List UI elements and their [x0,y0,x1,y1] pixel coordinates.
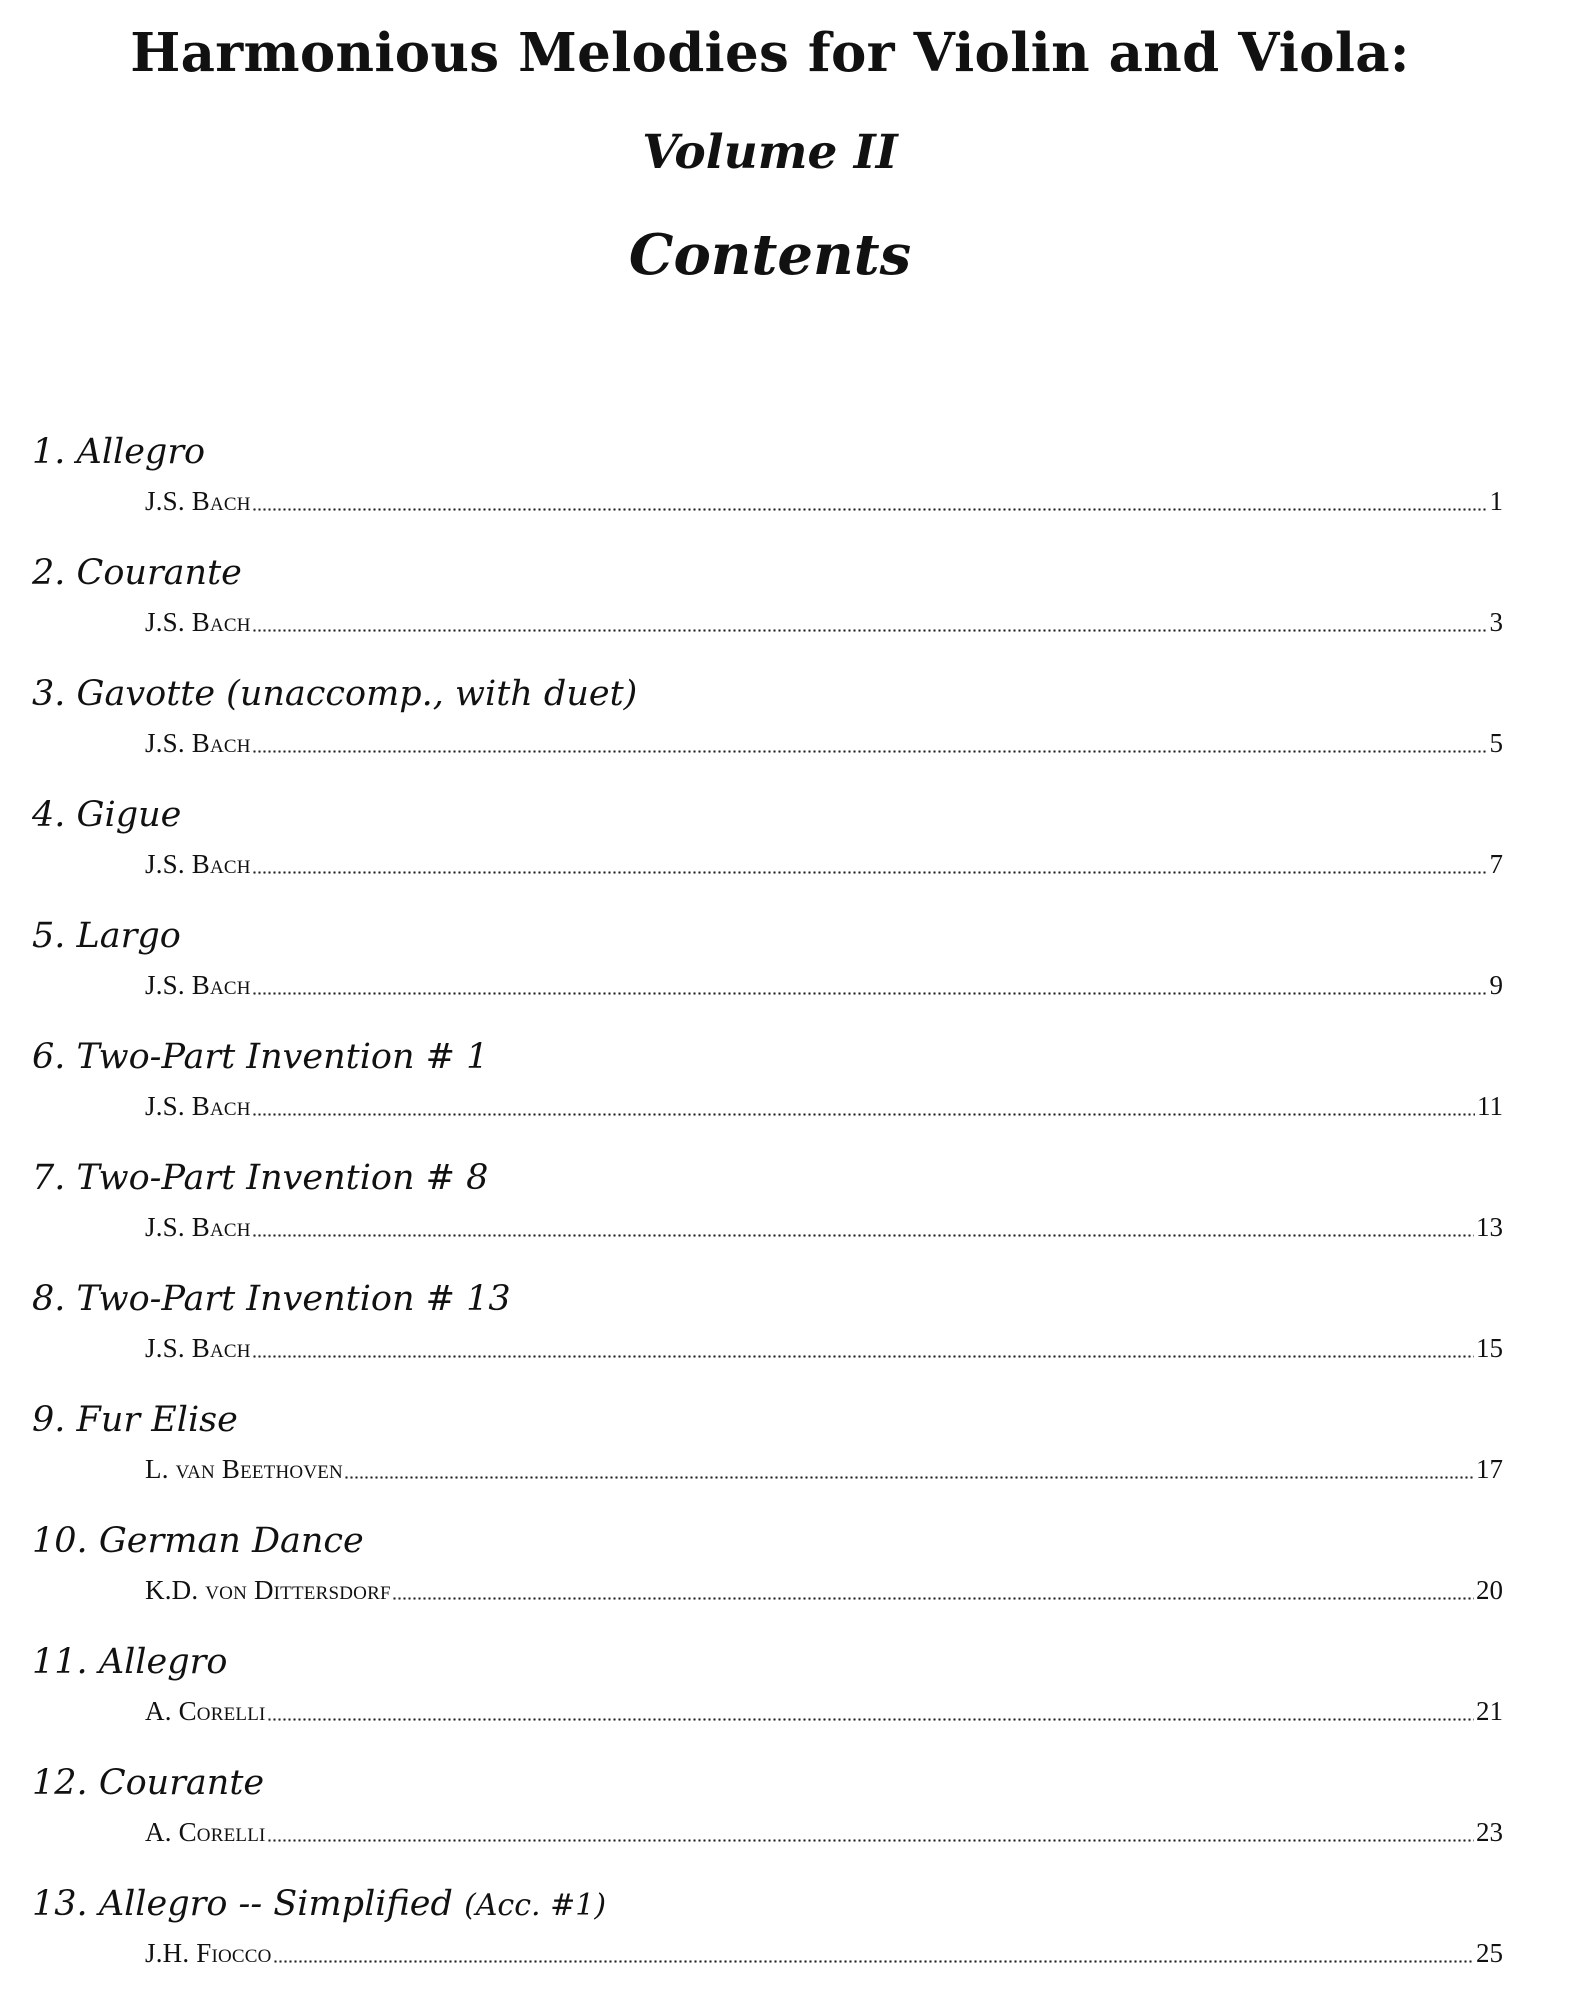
toc-entry-line [145,1210,1503,1244]
toc-entry [0,551,1578,672]
toc-entry-number: 10. [32,1521,88,1561]
dot-leader [344,1476,1474,1479]
toc-entry-title [32,793,181,837]
toc-entry-title-text: Gavotte (unaccomp., with duet) [76,674,638,714]
toc-entry [0,672,1578,793]
dot-leader [273,1960,1474,1963]
toc-entry-line [145,1331,1503,1365]
toc-entry-title [32,551,242,595]
toc-entry-composer: J.S. Bach [145,486,251,516]
dot-leader [252,508,1488,511]
toc-entry-title [32,1277,511,1321]
toc-entry-title-text: Fur Elise [76,1400,238,1440]
toc-entry [0,1519,1578,1640]
toc-entry-line [145,484,1503,518]
dot-leader [252,1355,1474,1358]
toc-entry-line [145,1815,1503,1849]
toc-entry-title [32,1156,488,1200]
toc-entry-composer: J.S. Bach [145,1091,251,1121]
toc-entry-title [32,914,181,958]
toc-entry-composer: J.S. Bach [145,1212,251,1242]
toc-entry-title-text: Two-Part Invention # 13 [76,1279,511,1319]
toc-entry-composer: J.S. Bach [145,970,251,1000]
toc-entry-number: 3. [32,674,66,714]
toc-entry-title [32,1035,488,1079]
toc-entry-page-number: 3 [1489,607,1503,637]
toc-entry-composer: J.S. Bach [145,728,251,758]
toc-entry [0,914,1578,1035]
toc-entry-title [32,1519,364,1563]
toc-entry-composer: L. van Beethoven [145,1454,343,1484]
dot-leader [267,1839,1474,1842]
toc-entry-title-text: German Dance [98,1521,364,1561]
toc-entry-number: 8. [32,1279,66,1319]
toc-entry-composer: A. Corelli [145,1696,266,1726]
toc-entry-line [145,605,1503,639]
toc-entry-title-text: Courante [76,553,242,593]
toc-entry-composer: A. Corelli [145,1817,266,1847]
toc-entry-note: (Acc. #1) [464,1888,607,1923]
dot-leader [252,871,1488,874]
toc-entry-title [32,672,637,716]
dot-leader [252,1113,1475,1116]
toc-entry [0,1882,1578,2003]
toc-entry-line [145,968,1503,1002]
toc-entry-title-text: Two-Part Invention # 8 [76,1158,489,1198]
toc-entry-title-text: Largo [76,916,181,956]
toc-entry-title-text: Two-Part Invention # 1 [76,1037,489,1077]
toc-entry-number: 7. [32,1158,66,1198]
toc-entry-page-number: 15 [1476,1333,1503,1363]
toc-entry-title-text: Allegro -- Simplified [98,1884,453,1924]
toc-entry-title [32,1640,227,1684]
toc-entry-number: 2. [32,553,66,593]
toc-entry [0,1640,1578,1761]
toc-entry [0,430,1578,551]
toc-entry-line [145,1936,1503,1970]
toc-entry-number: 13. [32,1884,88,1924]
toc-entry-title-text: Allegro [76,432,206,472]
toc-entry-title [32,430,205,474]
toc-entry-page-number: 13 [1476,1212,1503,1242]
toc-entry-page-number: 25 [1476,1938,1503,1968]
toc-entry-line [145,1694,1503,1728]
contents-heading: Contents [628,222,912,288]
toc-entry-page-number: 21 [1476,1696,1503,1726]
toc-entry-page-number: 1 [1489,486,1503,516]
toc-entry-composer: J.H. Fiocco [145,1938,272,1968]
dot-leader [267,1718,1474,1721]
toc-entry [0,1156,1578,1277]
toc-entry-title [32,1761,264,1805]
toc-entry [0,1035,1578,1156]
toc-entry-composer: J.S. Bach [145,607,251,637]
toc-entry-composer: J.S. Bach [145,1333,251,1363]
toc-entry [0,1761,1578,1882]
toc-entry-title [32,1398,238,1442]
toc-entry-number: 9. [32,1400,66,1440]
dot-leader [252,629,1488,632]
toc-entry-number: 12. [32,1763,88,1803]
toc-entry-page-number: 17 [1476,1454,1503,1484]
dot-leader [252,992,1488,995]
toc-entry-number: 4. [32,795,66,835]
toc-entry-page-number: 20 [1476,1575,1503,1605]
document-title: Harmonious Melodies for Violin and Viola: [130,22,1410,84]
dot-leader [392,1597,1474,1600]
toc-entry-line [145,1089,1503,1123]
toc-entry-page-number: 11 [1477,1091,1503,1121]
toc-entry-line [145,1452,1503,1486]
toc-entry [0,1398,1578,1519]
toc-entry-number: 5. [32,916,66,956]
toc-entry-title-text: Courante [98,1763,265,1803]
toc-entry-line [145,847,1503,881]
dot-leader [252,1234,1474,1237]
toc-entry-title [32,1882,606,1928]
toc-entry [0,793,1578,914]
toc-entry-page-number: 23 [1476,1817,1503,1847]
toc-entry-number: 6. [32,1037,66,1077]
toc-entry-page-number: 5 [1489,728,1503,758]
toc-entry-page-number: 9 [1489,970,1503,1000]
toc-entry-title-text: Gigue [76,795,182,835]
toc-entry-line [145,1573,1503,1607]
volume-title: Volume II [642,125,898,180]
toc-entry-line [145,726,1503,760]
toc-entry-page-number: 7 [1489,849,1503,879]
toc-entry-composer: K.D. von Dittersdorf [145,1575,391,1605]
toc-entry [0,1277,1578,1398]
toc-entry-composer: J.S. Bach [145,849,251,879]
toc-entry-number: 11. [32,1642,88,1682]
dot-leader [252,750,1488,753]
toc-entry-title-text: Allegro [98,1642,228,1682]
toc-entry-number: 1. [32,432,66,472]
